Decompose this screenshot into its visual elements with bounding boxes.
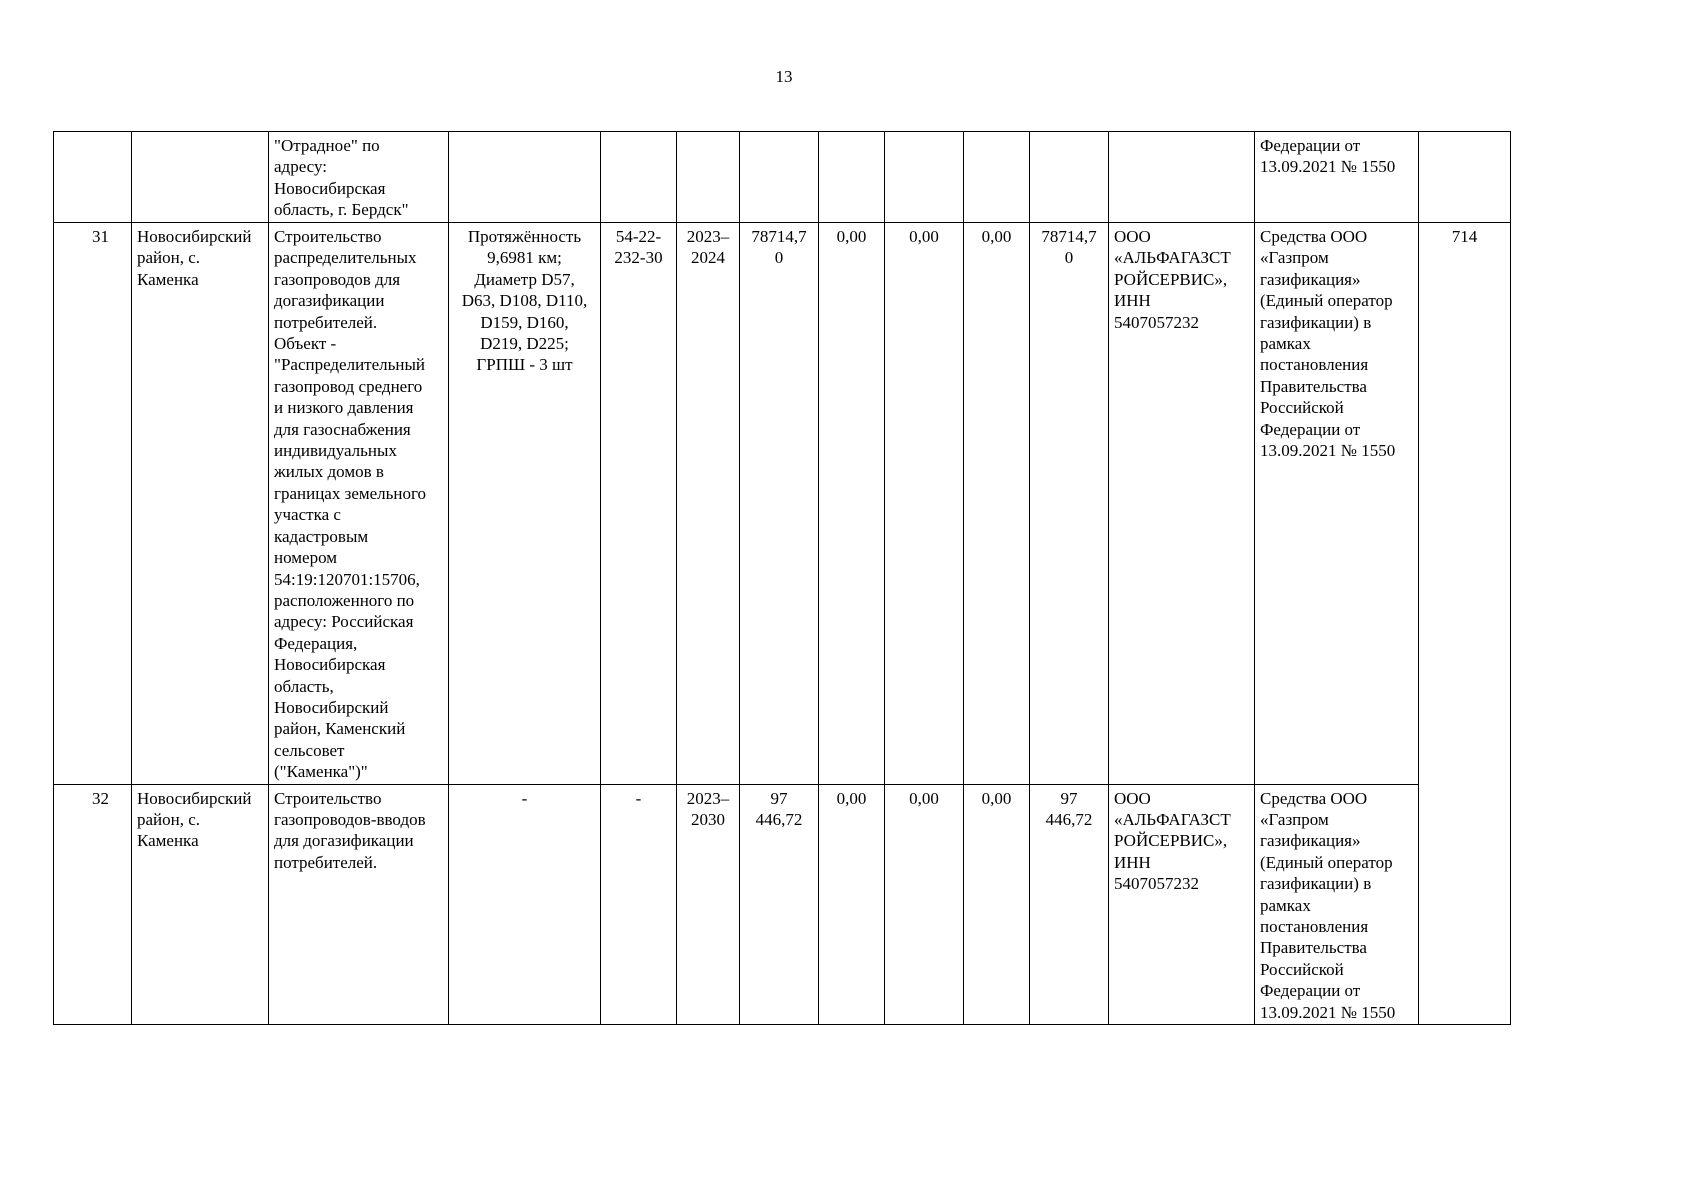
cell-specs	[449, 132, 601, 223]
cell-c1: 0,00	[819, 784, 885, 1024]
cell-object: Строительство газопроводов-вводов для догазификации потребителей.	[269, 784, 449, 1024]
cell-object: Строительство распределительных газопроводов для догазификации потребителей. Объект - "Распределительный газопровод среднего и низкого давления для газоснабжения индивидуальных жилых домов в границах земельного участка с кадастровым номером 54:19:120701:15706, расположенного по адресу: Российская Федерация, Новосибирская область, Новосибирский район, Каменский сельсовет ("Каменка")"	[269, 223, 449, 785]
cell-total: 97 446,72	[740, 784, 819, 1024]
cell-last: 714	[1419, 223, 1511, 1025]
cell-locality: Новосибирский район, с. Каменка	[132, 223, 269, 785]
cell-c3: 0,00	[964, 784, 1030, 1024]
cell-c2	[885, 132, 964, 223]
cell-c4	[1030, 132, 1109, 223]
cell-period: 2023– 2024	[677, 223, 740, 785]
table-row	[54, 223, 1511, 785]
cell-c1: 0,00	[819, 223, 885, 785]
cell-org	[1109, 132, 1255, 223]
cell-specs: Протяжённость 9,6981 км; Диаметр D57, D63, D108, D110, D159, D160, D219, D225; ГРПШ - 3 шт	[449, 223, 601, 785]
cell-code: 54-22- 232-30	[601, 223, 677, 785]
cell-specs: -	[449, 784, 601, 1024]
page-number: 13	[775, 67, 793, 86]
cell-object: "Отрадное" по адресу: Новосибирская область, г. Бердск"	[269, 132, 449, 223]
cell-num: 31	[54, 223, 132, 785]
cell-period	[677, 132, 740, 223]
cell-org: ООО «АЛЬФАГАЗСТ РОЙСЕРВИС», ИНН 5407057232	[1109, 784, 1255, 1024]
cell-total	[740, 132, 819, 223]
cell-num: 32	[54, 784, 132, 1024]
cell-last	[1419, 132, 1511, 223]
cell-num	[54, 132, 132, 223]
cell-c1	[819, 132, 885, 223]
cell-code	[601, 132, 677, 223]
cell-total: 78714,7 0	[740, 223, 819, 785]
cell-code: -	[601, 784, 677, 1024]
registry-table	[53, 131, 1511, 1025]
table-row	[54, 784, 1511, 1024]
cell-c4: 97 446,72	[1030, 784, 1109, 1024]
cell-c4: 78714,7 0	[1030, 223, 1109, 785]
cell-c2: 0,00	[885, 223, 964, 785]
cell-c3: 0,00	[964, 223, 1030, 785]
cell-locality: Новосибирский район, с. Каменка	[132, 784, 269, 1024]
table-row-continued	[54, 132, 1511, 223]
cell-funding: Средства ООО «Газпром газификация» (Единый оператор газификации) в рамках постановления Правительства Российской Федерации от 13.09.2021 № 1550	[1255, 784, 1419, 1024]
cell-c2: 0,00	[885, 784, 964, 1024]
cell-org: ООО «АЛЬФАГАЗСТ РОЙСЕРВИС», ИНН 5407057232	[1109, 223, 1255, 785]
cell-funding: Средства ООО «Газпром газификация» (Единый оператор газификации) в рамках постановления Правительства Российской Федерации от 13.09.2021 № 1550	[1255, 223, 1419, 785]
cell-period: 2023– 2030	[677, 784, 740, 1024]
cell-c3	[964, 132, 1030, 223]
cell-locality	[132, 132, 269, 223]
cell-funding: Федерации от 13.09.2021 № 1550	[1255, 132, 1419, 223]
